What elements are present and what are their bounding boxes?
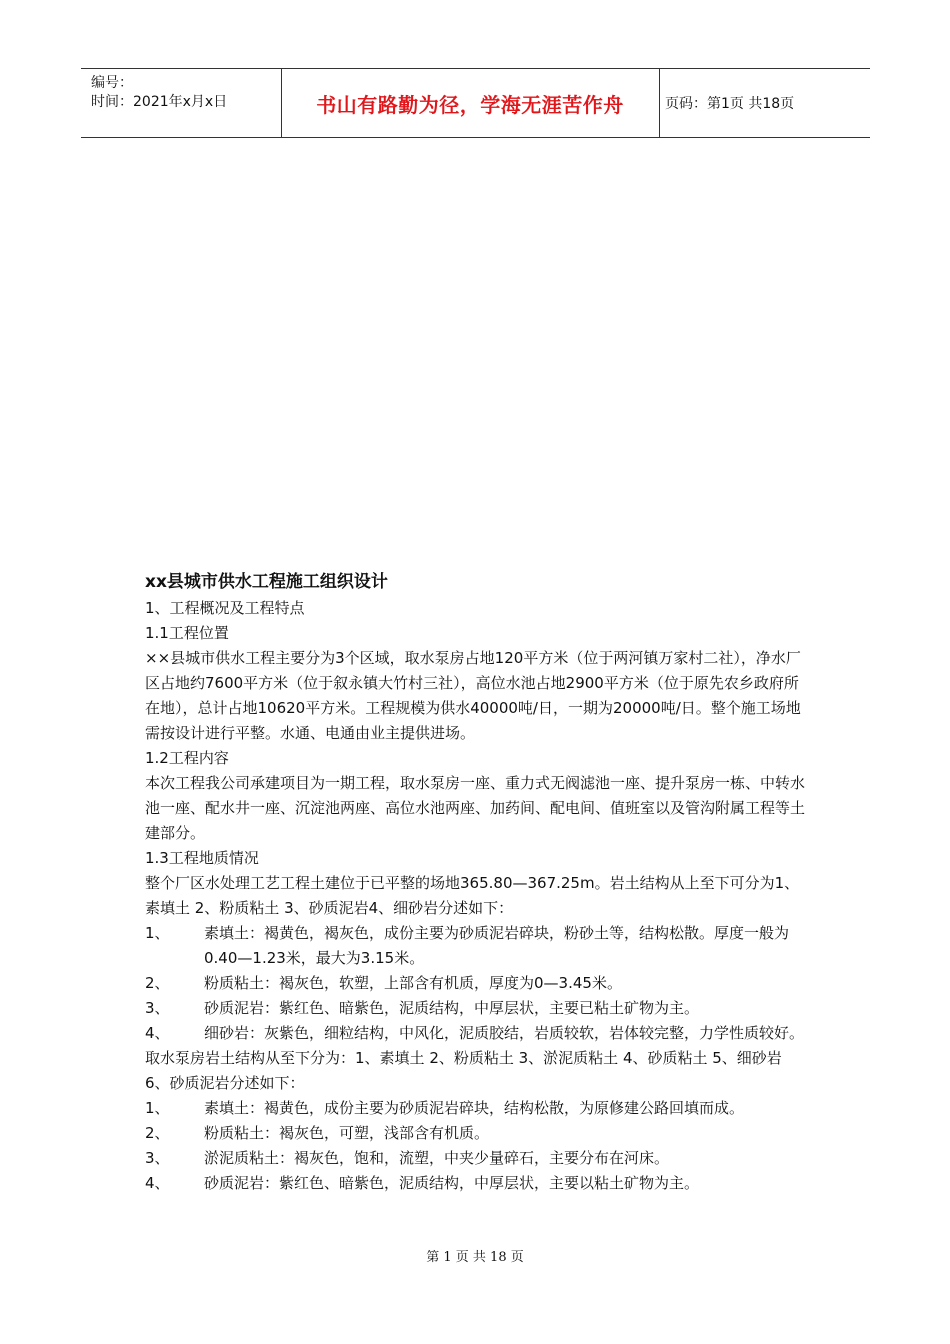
subsection-heading: 1.3工程地质情况 xyxy=(145,849,259,867)
list-text: 素填土：褐黄色，褐灰色，成份主要为砂质泥岩碎块，粉砂土等，结构松散。厚度一般为0.40—1.23米，最大为3.15米。 xyxy=(204,924,790,967)
list-item xyxy=(145,1146,807,1171)
list-number: 4、 xyxy=(145,1024,170,1042)
section-heading: 1、工程概况及工程特点 xyxy=(145,599,305,617)
header-info-cell xyxy=(81,69,282,137)
list-item xyxy=(145,921,807,971)
list-number: 2、 xyxy=(145,1124,170,1142)
list-number: 1、 xyxy=(145,924,170,942)
list-number: 2、 xyxy=(145,974,170,992)
document-body xyxy=(145,568,807,1196)
list-item xyxy=(145,1171,807,1196)
list-item xyxy=(145,996,807,1021)
list-number: 3、 xyxy=(145,999,170,1017)
list-item xyxy=(145,1096,807,1121)
list-text: 砂质泥岩：紫红色、暗紫色，泥质结构，中厚层状，主要已粘土矿物为主。 xyxy=(204,999,700,1017)
list-item xyxy=(145,1121,807,1146)
subsection-heading: 1.1工程位置 xyxy=(145,624,229,642)
page-header xyxy=(81,68,870,138)
list-item xyxy=(145,1021,807,1046)
page-footer: 第 1 页 共 18 页 xyxy=(426,1250,524,1265)
list-text: 细砂岩：灰紫色，细粒结构，中风化，泥质胶结，岩质较软，岩体较完整，力学性质较好。 xyxy=(204,1024,805,1042)
paragraph: 取水泵房岩土结构从至下分为：1、素填土 2、粉质粘土 3、淤泥质粘土 4、砂质粘土 5、细砂岩 6、砂质泥岩分述如下： xyxy=(145,1049,782,1092)
paragraph: 本次工程我公司承建项目为一期工程，取水泵房一座、重力式无阀滤池一座、提升泵房一栋、中转水池一座、配水井一座、沉淀池两座、高位水池两座、加药间、配电间、值班室以及管沟附属工程等土建部分。 xyxy=(145,774,806,842)
header-slogan: 书山有路勤为径，学海无涯苦作舟 xyxy=(281,69,660,137)
header-page-info: 页码：第1页 共18页 xyxy=(665,96,795,112)
list-item xyxy=(145,971,807,996)
list-text: 粉质粘土：褐灰色，可塑，浅部含有机质。 xyxy=(204,1124,490,1142)
list-number: 4、 xyxy=(145,1174,170,1192)
list-text: 淤泥质粘土：褐灰色，饱和，流塑，中夹少量碎石，主要分布在河床。 xyxy=(204,1149,670,1167)
paragraph: 整个厂区水处理工艺工程土建位于已平整的场地365.80—367.25m。岩土结构从上至下可分为1、素填土 2、粉质粘土 3、砂质泥岩4、细砂岩分述如下： xyxy=(145,874,800,917)
list-text: 砂质泥岩：紫红色、暗紫色，泥质结构，中厚层状，主要以粘土矿物为主。 xyxy=(204,1174,700,1192)
paragraph: ××县城市供水工程主要分为3个区域，取水泵房占地120平方米（位于两河镇万家村二社），净水厂区占地约7600平方米（位于叙永镇大竹村三社），高位水池占地2900平方米（位于原先农乡政府所在地），总计占地10620平方米。工程规模为供水40000吨/日，一期为20000吨/日。整个施工场地需按设计进行平整。水通、电通由业主提供进场。 xyxy=(145,649,801,742)
subsection-heading: 1.2工程内容 xyxy=(145,749,229,767)
number-label: 编号： xyxy=(91,75,133,91)
list-number: 1、 xyxy=(145,1099,170,1117)
list-text: 粉质粘土：褐灰色，软塑，上部含有机质，厚度为0—3.45米。 xyxy=(204,974,622,992)
date-label: 时间：2021年x月x日 xyxy=(91,94,228,110)
document-title: xx县城市供水工程施工组织设计 xyxy=(145,572,388,592)
list-text: 素填土：褐黄色，成份主要为砂质泥岩碎块，结构松散，为原修建公路回填而成。 xyxy=(204,1099,745,1117)
list-number: 3、 xyxy=(145,1149,170,1167)
